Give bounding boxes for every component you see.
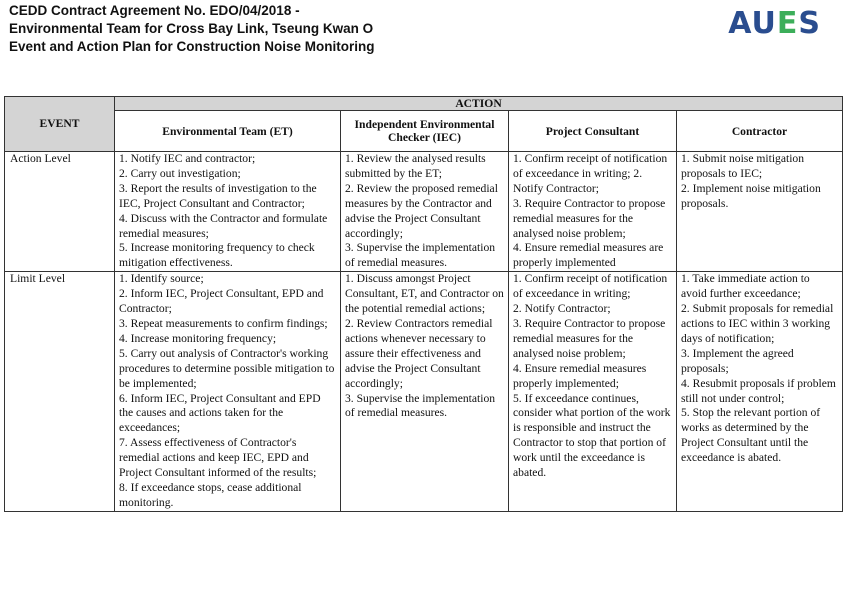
list-item: 6. Inform IEC, Project Consultant and EPD the causes and actions taken for the exceedances; [119, 391, 321, 435]
list-item: 1. Take immediate action to avoid further exceedance; [681, 272, 810, 301]
list-item: 4. Ensure remedial measures properly implemented; [513, 361, 647, 390]
list-item: 4. Resubmit proposals if problem still not under control; [681, 376, 836, 405]
column-header-project-consultant: Project Consultant [509, 111, 677, 152]
list-item: 2. Inform IEC, Project Consultant, EPD and Contractor; [119, 287, 324, 316]
list-item: 1. Identify source; [119, 272, 204, 286]
list-item: 2. Review the proposed remedial measures by the Contractor and advise the Project Consultant accordingly; [345, 181, 498, 240]
list-item: 3. Implement the agreed proposals; [681, 346, 794, 375]
list-item: 3. Repeat measurements to confirm findings; [119, 316, 328, 330]
list-item: 8. If exceedance stops, cease additional monitoring. [119, 480, 302, 509]
column-header-contractor: Contractor [677, 111, 843, 152]
plan-title: Event and Action Plan for Construction Noise Monitoring [9, 39, 375, 54]
list-item: 2. Submit proposals for remedial actions to IEC within 3 working days of notification; [681, 302, 834, 345]
list-item: 4. Discuss with the Contractor and formulate remedial measures; [119, 211, 328, 240]
event-action-plan-table [4, 96, 843, 512]
column-header-iec: Independent Environmental Checker (IEC) [341, 111, 509, 152]
iec-actions-cell [341, 272, 509, 512]
table-row-action-level [5, 152, 843, 272]
list-item: 2. Review Contractors remedial actions whenever necessary to assure their effectiveness and advise the Project Consultant accordingly; [345, 316, 493, 390]
logo-text-e: E [776, 6, 799, 41]
list-item: 1. Notify IEC and contractor; [119, 152, 256, 165]
list-item: 5. Stop the relevant portion of works as determined by the Project Consultant until the exceedance is abated. [681, 406, 821, 465]
list-item: 3. Supervise the implementation of remedial measures. [345, 241, 496, 270]
column-header-et: Environmental Team (ET) [115, 111, 341, 152]
document-header [9, 2, 375, 56]
list-item: 2. Implement noise mitigation proposals. [681, 181, 821, 210]
list-item: 3. Require Contractor to propose remedial measures for the analysed noise problem; [513, 196, 666, 240]
table-row-limit-level [5, 272, 843, 512]
logo-text-au: AU [728, 6, 777, 41]
list-item: 7. Assess effectiveness of Contractor's remedial actions and keep IEC, EPD and Project Consultant informed of the results; [119, 436, 317, 480]
event-header: EVENT [5, 97, 115, 152]
list-item: 4. Ensure remedial measures are properly implemented [513, 241, 664, 270]
list-item: 3. Report the results of investigation to the IEC, Project Consultant and Contractor; [119, 181, 317, 210]
list-item: 1. Submit noise mitigation proposals to IEC; [681, 152, 805, 180]
list-item: 2. Carry out investigation; [119, 166, 241, 180]
list-item: 3. Supervise the implementation of remedial measures. [345, 391, 496, 420]
project-consultant-actions-cell [509, 272, 677, 512]
event-cell: Action Level [5, 152, 115, 272]
action-header: ACTION [115, 97, 843, 111]
list-item: 1. Confirm receipt of notification of exceedance in writing; [513, 272, 668, 301]
list-item: 2. Notify Contractor; [513, 302, 611, 316]
aues-logo [728, 6, 821, 42]
list-item: 4. Increase monitoring frequency; [119, 331, 277, 345]
list-item: 5. Increase monitoring frequency to check mitigation effectiveness. [119, 241, 315, 270]
et-actions-cell [115, 272, 341, 512]
list-item: 5. Carry out analysis of Contractor's working procedures to determine possible mitigation to be implemented; [119, 346, 335, 390]
project-consultant-actions-cell [509, 152, 677, 272]
event-cell: Limit Level [5, 272, 115, 512]
logo-text-s: S [798, 6, 821, 41]
list-item: 1. Discuss amongst Project Consultant, ET, and Contractor on the potential remedial actions; [345, 272, 504, 316]
et-actions-cell [115, 152, 341, 272]
iec-actions-cell [341, 152, 509, 272]
list-item: 1. Review the analysed results submitted by the ET; [345, 152, 486, 180]
list-item: 3. Require Contractor to propose remedial measures for the analysed noise problem; [513, 316, 666, 360]
list-item: 5. If exceedance continues, consider what portion of the work is responsible and instruct the Contractor to stop that portion of work until the exceedance is abated. [513, 391, 671, 480]
list-item: 1. Confirm receipt of notification of exceedance in writing; 2. Notify Contractor; [513, 152, 668, 195]
contractor-actions-cell [677, 272, 843, 512]
contract-title: CEDD Contract Agreement No. EDO/04/2018 - [9, 3, 300, 18]
project-title: Environmental Team for Cross Bay Link, Tseung Kwan O [9, 21, 374, 36]
contractor-actions-cell [677, 152, 843, 272]
